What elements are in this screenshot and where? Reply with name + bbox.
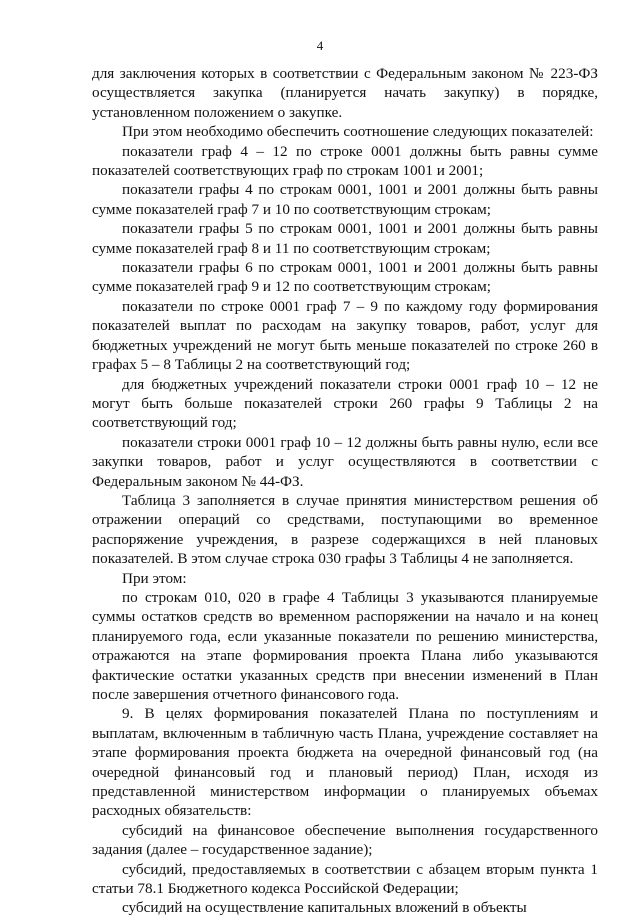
page-number: 4 bbox=[316, 38, 324, 53]
paragraph: показатели граф 4 – 12 по строке 0001 должны быть равны сумме показателей соответствующих граф по строкам 1001 и 2001; bbox=[92, 142, 598, 180]
paragraph: показатели строки 0001 граф 10 – 12 должны быть равны нулю, если все закупки товаров, работ и услуг осуществляются в соответствии с Федеральным законом № 44-ФЗ. bbox=[92, 433, 598, 490]
paragraph: для заключения которых в соответствии с Федеральным законом № 223-ФЗ осуществляется закупка (планируется начать закупку) в порядке, установленном положением о закупке. bbox=[92, 65, 598, 121]
paragraph: показатели графы 6 по строкам 0001, 1001 и 2001 должны быть равны сумме показателей граф 9 и 12 по соответствующим строкам; bbox=[92, 259, 598, 296]
document-body bbox=[92, 64, 598, 918]
paragraph: показатели графы 5 по строкам 0001, 1001 и 2001 должны быть равны сумме показателей граф 8 и 11 по соответствующим строкам; bbox=[92, 220, 598, 257]
paragraph: показатели по строке 0001 граф 7 – 9 по каждому году формирования показателей выплат по расходам на закупку товаров, работ, услуг для бюджетных учреждений не могут быть меньше показателей по строке 260 в графах 5 – 8 Таблицы 2 на соответствующий год; bbox=[92, 297, 598, 374]
paragraph: При этом: bbox=[122, 569, 187, 587]
paragraph: субсидий на осуществление капитальных вложений в объекты bbox=[122, 899, 527, 917]
paragraph: субсидий на финансовое обеспечение выполнения государственного задания (далее – государственное задание); bbox=[92, 821, 598, 859]
paragraph: субсидий, предоставляемых в соответствии с абзацем вторым пункта 1 статьи 78.1 Бюджетного кодекса Российской Федерации; bbox=[92, 860, 598, 898]
paragraph: по строкам 010, 020 в графе 4 Таблицы 3 указываются планируемые суммы остатков средств во временном распоряжении на начало и на конец планируемого года, если указанные показатели по решению министерства, отражаются на этапе формирования проекта Плана либо указываются фактические остатки указанных средств при внесении изменений в План после завершения отчетного финансового года. bbox=[92, 588, 598, 703]
paragraph: для бюджетных учреждений показатели строки 0001 граф 10 – 12 не могут быть больше показателей строки 260 графы 9 Таблицы 2 на соответствующий год; bbox=[92, 375, 598, 432]
paragraph: 9. В целях формирования показателей Плана по поступлениям и выплатам, включенным в табличную часть Плана, учреждение составляет на этапе формирования проекта бюджета на очередной финансовый год (на очередной финансовый год и плановый период) План, исходя из представленной министерством информации о планируемых объемах расходных обязательств: bbox=[92, 705, 598, 820]
paragraph: показатели графы 4 по строкам 0001, 1001 и 2001 должны быть равны сумме показателей граф 7 и 10 по соответствующим строкам; bbox=[92, 181, 598, 218]
paragraph: Таблица 3 заполняется в случае принятия министерством решения об отражении операций со средствами, поступающими во временное распоряжение учреждения, в разрезе содержащихся в ней плановых показателей. В этом случае строка 030 графы 3 Таблицы 4 не заполняется. bbox=[92, 491, 598, 568]
paragraph: При этом необходимо обеспечить соотношение следующих показателей: bbox=[122, 123, 594, 141]
